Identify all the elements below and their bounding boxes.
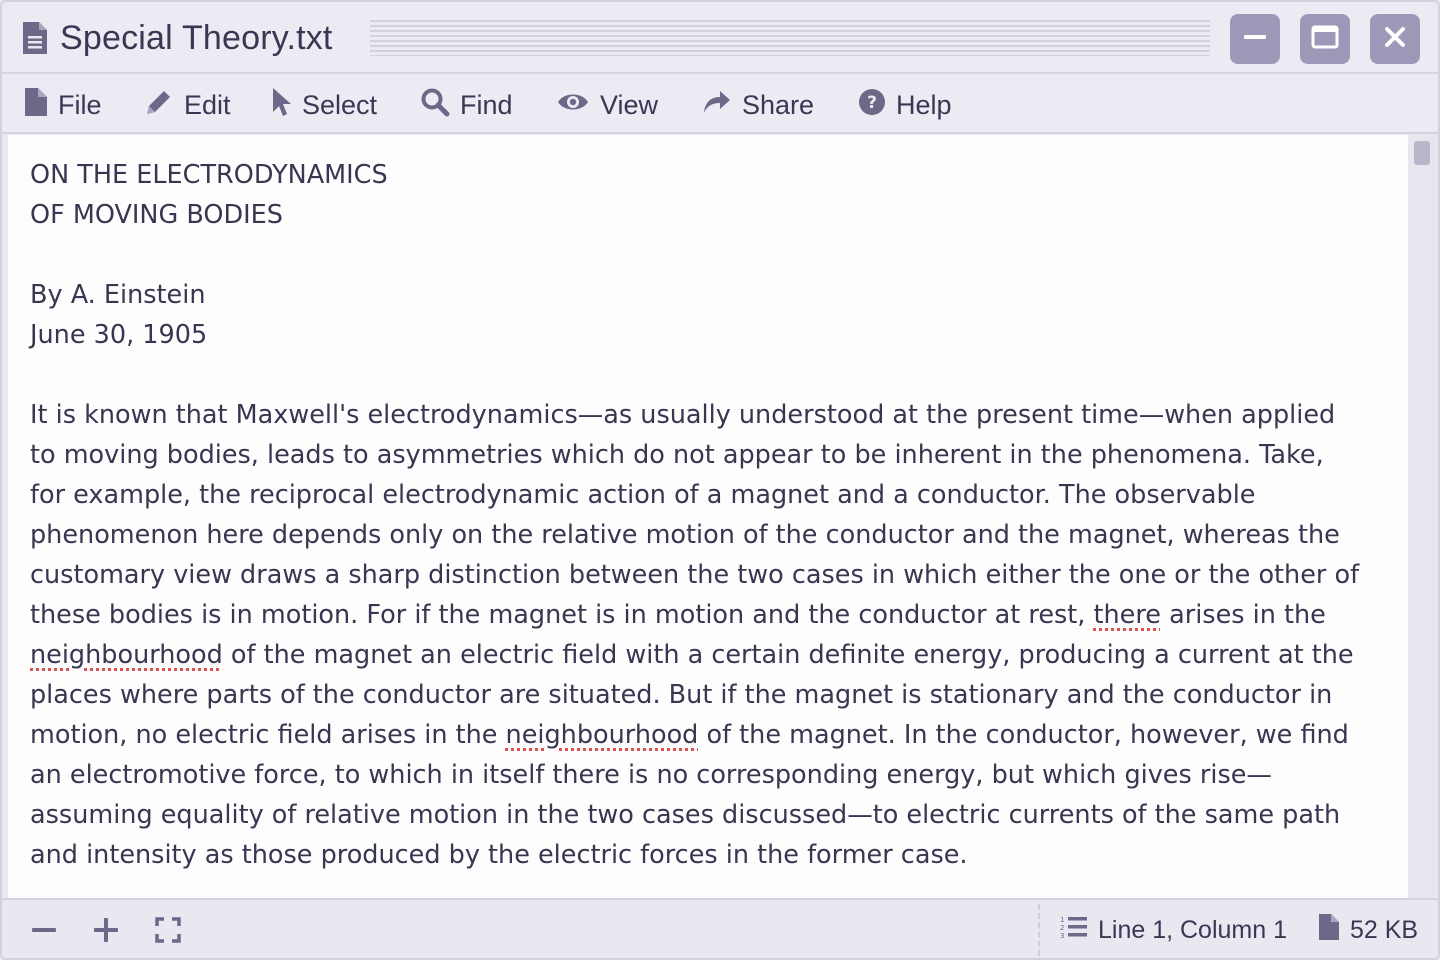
close-icon <box>1383 25 1407 54</box>
text-line[interactable]: assuming equality of relative motion in the two cases discussed—to electric currents of the same path <box>30 800 1341 830</box>
share-icon <box>702 89 732 122</box>
menu-view[interactable] <box>556 88 658 122</box>
text-line[interactable]: It is known that Maxwell's electrodynamics—as usually understood at the present time—when applied <box>30 400 1336 430</box>
text-segment: of the magnet an electric field with a certain definite energy, producing a current at the <box>222 640 1354 670</box>
menu-file[interactable] <box>24 88 102 122</box>
document-text[interactable] <box>30 155 1390 875</box>
status-bar <box>2 898 1438 958</box>
text-line[interactable]: to moving bodies, leads to asymmetries which do not appear to be inherent in the phenomena. Take, <box>30 440 1324 470</box>
zoom-out-button[interactable] <box>26 914 62 950</box>
menu-help-label: Help <box>896 89 952 120</box>
text-segment: of the magnet. In the conductor, however, we find <box>698 720 1349 750</box>
scrollbar-thumb[interactable] <box>1414 141 1430 165</box>
menu-select[interactable] <box>270 88 377 122</box>
text-line[interactable]: June 30, 1905 <box>30 320 208 350</box>
file-size-icon <box>1318 913 1340 948</box>
line-number-icon <box>1060 914 1088 947</box>
file-icon <box>24 87 48 124</box>
spellcheck-flagged-word[interactable]: neighbourhood <box>505 720 699 750</box>
window-title: Special Theory.txt <box>60 19 333 57</box>
text-line[interactable]: an electromotive force, to which in itself there is no corresponding energy, but which gives rise— <box>30 760 1272 790</box>
file-size-label: 52 KB <box>1350 915 1419 944</box>
fullscreen-button[interactable] <box>150 914 186 950</box>
text-segment: motion, no electric field arises in the <box>30 720 506 750</box>
text-line[interactable]: customary view draws a sharp distinction between the two cases in which either the one or the other of <box>30 560 1360 590</box>
text-editor-area[interactable] <box>8 135 1408 898</box>
spellcheck-flagged-word[interactable]: neighbourhood <box>30 640 223 670</box>
text-line[interactable]: for example, the reciprocal electrodynamic action of a magnet and a conductor. The observable <box>30 480 1256 510</box>
cursor-position-label: Line 1, Column 1 <box>1098 915 1288 944</box>
text-line[interactable] <box>30 235 1390 275</box>
menu-edit[interactable] <box>144 88 231 122</box>
text-line[interactable]: and intensity as those produced by the electric forces in the former case. <box>30 840 968 870</box>
help-icon <box>858 88 886 123</box>
svg-text:2: 2 <box>1060 923 1065 932</box>
fullscreen-icon <box>154 916 182 949</box>
text-line[interactable]: phenomenon here depends only on the relative motion of the conductor and the magnet, whereas the <box>30 520 1340 550</box>
menu-bar <box>2 74 1438 134</box>
spellcheck-flagged-word[interactable]: there <box>1093 600 1161 630</box>
menu-help[interactable] <box>858 88 952 122</box>
status-divider <box>1038 904 1040 956</box>
svg-text:1: 1 <box>1060 915 1065 924</box>
text-line[interactable] <box>30 715 1390 755</box>
maximize-icon <box>1311 24 1339 55</box>
cursor-icon <box>270 86 292 125</box>
svg-text:?: ? <box>867 92 877 113</box>
menu-file-label: File <box>58 89 102 120</box>
cursor-position <box>1060 912 1287 948</box>
text-line[interactable] <box>30 355 1390 395</box>
pencil-icon <box>144 87 174 124</box>
text-line[interactable] <box>30 635 1390 675</box>
zoom-in-button[interactable] <box>88 914 124 950</box>
title-drag-grip[interactable] <box>370 20 1210 56</box>
text-line[interactable]: By A. Einstein <box>30 280 206 310</box>
menu-find-label: Find <box>460 89 513 120</box>
text-segment: arises in the <box>1160 600 1326 630</box>
menu-find[interactable] <box>420 88 513 122</box>
text-line[interactable] <box>30 595 1390 635</box>
minimize-button[interactable] <box>1230 14 1280 64</box>
maximize-button[interactable] <box>1300 14 1350 64</box>
close-button[interactable] <box>1370 14 1420 64</box>
svg-text:3: 3 <box>1060 931 1065 940</box>
title-bar[interactable] <box>2 2 1438 74</box>
eye-icon <box>556 89 590 122</box>
menu-select-label: Select <box>302 89 378 120</box>
menu-edit-label: Edit <box>184 89 231 120</box>
document-icon <box>20 20 50 56</box>
minus-icon <box>30 916 58 949</box>
vertical-scrollbar[interactable] <box>1408 135 1438 898</box>
text-line[interactable]: places where parts of the conductor are situated. But if the magnet is stationary and the conductor in <box>30 680 1333 710</box>
plus-icon <box>92 916 120 949</box>
search-icon <box>420 87 450 124</box>
menu-share[interactable] <box>702 88 814 122</box>
menu-view-label: View <box>600 89 659 120</box>
minimize-icon <box>1242 24 1268 55</box>
menu-share-label: Share <box>742 89 815 120</box>
text-line[interactable]: OF MOVING BODIES <box>30 200 283 230</box>
file-size <box>1318 912 1418 948</box>
text-segment: these bodies is in motion. For if the magnet is in motion and the conductor at rest, <box>30 600 1094 630</box>
text-line[interactable]: ON THE ELECTRODYNAMICS <box>30 160 388 190</box>
